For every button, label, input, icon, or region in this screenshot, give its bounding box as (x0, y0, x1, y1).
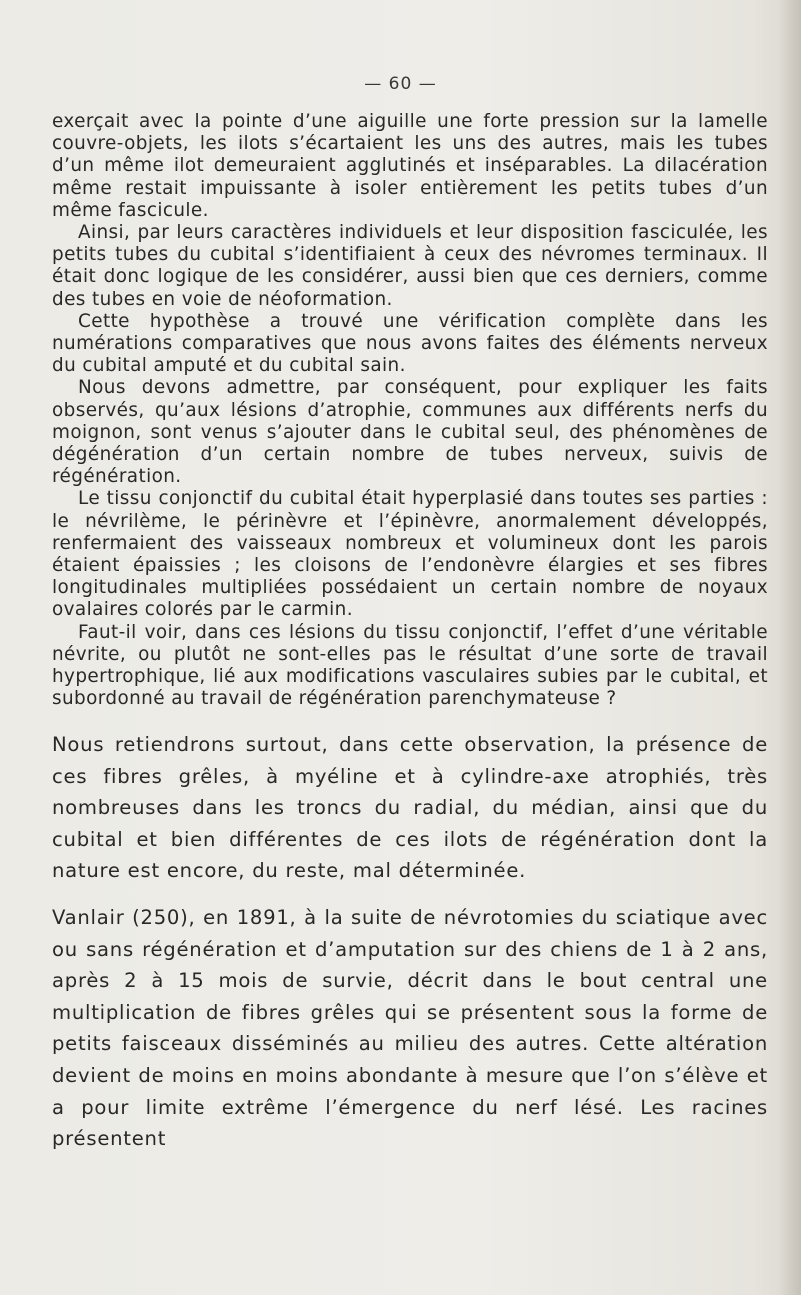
paragraph: Faut-il voir, dans ces lésions du tissu conjonctif, l’effet d’une véritable névrite, ou plutôt ne sont-elles pas le résultat d’une sorte de travail hypertrophique, lié aux modifications vasculaires subies par le cubital, et subordonné au travail de régénération parenchymateuse ? (52, 621, 768, 710)
paragraph: exerçait avec la pointe d’une aiguille une forte pression sur la lamelle couvre-objets, les ilots s’écartaient les uns des autres, mais les tubes d’un même ilot demeuraient agglutinés et inséparables. La dilacération même restait impuissante à isoler entièrement les petits tubes d’un même fascicule. (52, 111, 768, 221)
paragraph: Le tissu conjonctif du cubital était hyperplasié dans toutes ses parties : le névrilème, le périnèvre et l’épinèvre, anormalement développés, renfermaient des vaisseaux nombreux et volumineux dont les parois étaient épaissies ; les cloisons de l’endonèvre élargies et ses fibres longitudinales multipliées possédaient un certain nombre de noyaux ovalaires colorés par le carmin. (52, 488, 768, 621)
page-number: — 60 — (364, 74, 437, 94)
page-edge-shadow (779, 0, 801, 1295)
body-text-large (52, 729, 768, 1170)
paragraph: Vanlair (250), en 1891, à la suite de névrotomies du sciatique avec ou sans régénération et d’amputation sur des chiens de 1 à 2 ans, après 2 à 15 mois de survie, décrit dans le bout central une multiplication de fibres grêles qui se présentent sous la forme de petits faisceaux disséminés au milieu des autres. Cette altération devient de moins en moins abondante à mesure que l’on s’élève et a pour limite extrême l’émergence du nerf lésé. Les racines présentent (52, 905, 768, 1151)
paragraph: Nous retiendrons surtout, dans cette observation, la présence de ces fibres grêles, à myéline et à cylindre-axe atrophiés, très nombreuses dans les troncs du radial, du médian, ainsi que du cubital et bien différentes de ces ilots de régénération dont la nature est encore, du reste, mal déterminée. (52, 733, 768, 883)
paragraph: Cette hypothèse a trouvé une vérification complète dans les numérations comparatives que nous avons faites des éléments nerveux du cubital amputé et du cubital sain. (52, 310, 768, 377)
paragraph: Nous devons admettre, par conséquent, pour expliquer les faits observés, qu’aux lésions d’atrophie, communes aux différents nerfs du moignon, sont venus s’ajouter dans le cubital seul, des phénomènes de dégénération d’un certain nombre de tubes nerveux, suivis de régénération. (52, 377, 768, 488)
body-text-small (52, 111, 768, 710)
paragraph: Ainsi, par leurs caractères individuels et leur disposition fasciculée, les petits tubes du cubital s’identifiaient à ceux des névromes terminaux. Il était donc logique de les considérer, aussi bien que ces derniers, comme des tubes en voie de néoformation. (52, 222, 768, 310)
